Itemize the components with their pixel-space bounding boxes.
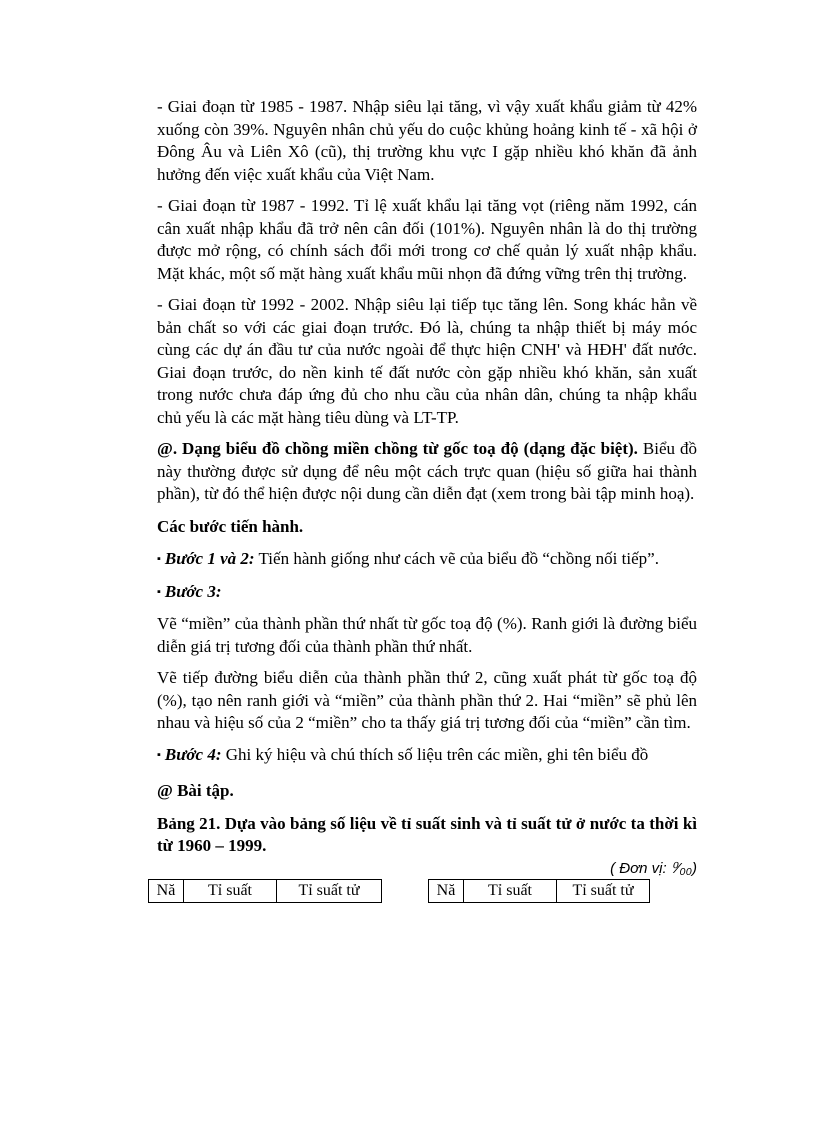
bullet-icon: ▪ (157, 553, 161, 565)
bullet-icon: ▪ (157, 585, 161, 598)
step-3 (157, 581, 697, 604)
table-title: Bảng 21. Dựa vào bảng số liệu về tỉ suất sinh và tỉ suất tử ở nước ta thời kì từ 1960 – 1999. (157, 813, 697, 855)
steps-heading: Các bước tiến hành. (157, 516, 304, 536)
paragraph-text: - Giai đoạn từ 1987 - 1992. Tỉ lệ xuất khẩu lại tăng vọt (riêng năm 1992, cán cân xuất nhập khẩu đã trở nên cân đối (101%). Nguyên nhân là do thị trường được mở rộng, có chính sách đổi mới trong cơ chế quản lý xuất nhập khẩu. Mặt khác, một số mặt hàng xuất khẩu mũi nhọn đã đứng vững trên thị trường. (157, 196, 697, 283)
data-table-left (148, 879, 382, 904)
header-year: Nă (429, 879, 464, 903)
exercise-heading: @ Bài tập. (157, 781, 234, 800)
step-4-label: Bước 4: (164, 744, 222, 764)
step-3-paragraph-2: Vẽ tiếp đường biểu diễn của thành phần thứ 2, cũng xuất phát từ gốc toạ độ (%), tạo nên ranh giới và “miền” của thành phần thứ 2. Hai “miền” sẽ phủ lên nhau và hiệu số của 2 “miền” cho ta thấy giá trị tương đối của “miền” cần tìm. (157, 668, 697, 732)
table-headers-area (157, 879, 697, 903)
paragraph-1987-1992 (157, 195, 697, 285)
header-birth-rate: Tỉ suất (464, 879, 557, 903)
special-chart-title: @. Dạng biểu đồ chồng miền chồng từ gốc toạ độ (dạng đặc biệt). (157, 439, 638, 458)
header-birth-rate: Tỉ suất (184, 879, 277, 903)
step-1-2 (157, 548, 697, 571)
paragraph-1985-1987 (157, 96, 697, 186)
step-4 (157, 744, 697, 767)
header-death-rate: Tỉ suất tử (557, 879, 650, 903)
data-table-right (428, 879, 650, 904)
special-chart-section (157, 438, 697, 506)
step-1-2-label: Bước 1 và 2: (164, 549, 255, 568)
header-death-rate: Tỉ suất tử (277, 879, 382, 903)
step-3-label: Bước 3: (164, 581, 222, 601)
unit-label: ( Đơn vị: ⁰⁄₀₀) (610, 859, 697, 877)
step-3-paragraph-1: Vẽ “miền” của thành phần thứ nhất từ gốc toạ độ (%). Ranh giới là đường biểu diễn giá trị tương đối của thành phần thứ nhất. (157, 614, 697, 656)
step-1-2-text: Tiến hành giống như cách vẽ của biểu đồ “chồng nối tiếp”. (258, 549, 659, 568)
paragraph-text: - Giai đoạn từ 1992 - 2002. Nhập siêu lại tiếp tục tăng lên. Song khác hẳn về bản chất so với các giai đoạn trước. Đó là, chúng ta nhập thiết bị máy móc cùng các dự án đầu tư của nước ngoài để thực hiện CNH' và HĐH' đất nước. Giai đoạn trước, do nền kinh tế đất nước còn gặp nhiều khó khăn, sản xuất trong nước chưa đáp ứng đủ cho nhu cầu của nhân dân, chúng ta nhập khẩu chủ yếu là các mặt hàng tiêu dùng và LT-TP. (157, 295, 697, 427)
document-page (157, 96, 697, 903)
step-4-text: Ghi ký hiệu và chú thích số liệu trên các miền, ghi tên biểu đồ (225, 744, 649, 764)
header-year: Nă (149, 879, 184, 903)
table-header-row (429, 879, 650, 903)
bullet-icon: ▪ (157, 748, 161, 761)
table-header-row (149, 879, 382, 903)
paragraph-1992-2002 (157, 294, 697, 429)
paragraph-text: - Giai đoạn từ 1985 - 1987. Nhập siêu lại tăng, vì vậy xuất khẩu giảm từ 42% xuống còn 39%. Nguyên nhân chủ yếu do cuộc khủng hoảng kinh tế - xã hội ở Đông Âu và Liên Xô (cũ), thị trường khu vực I gặp nhiều khó khăn đã ảnh hưởng đến việc xuất khẩu của Việt Nam. (157, 97, 697, 184)
special-chart-description: Biểu đồ này thường được sử dụng để nêu một cách trực quan (hiệu số giữa hai thành phần), từ đó thể hiện được nội dung cần diễn đạt (xem trong bài tập minh hoạ). (157, 439, 697, 503)
